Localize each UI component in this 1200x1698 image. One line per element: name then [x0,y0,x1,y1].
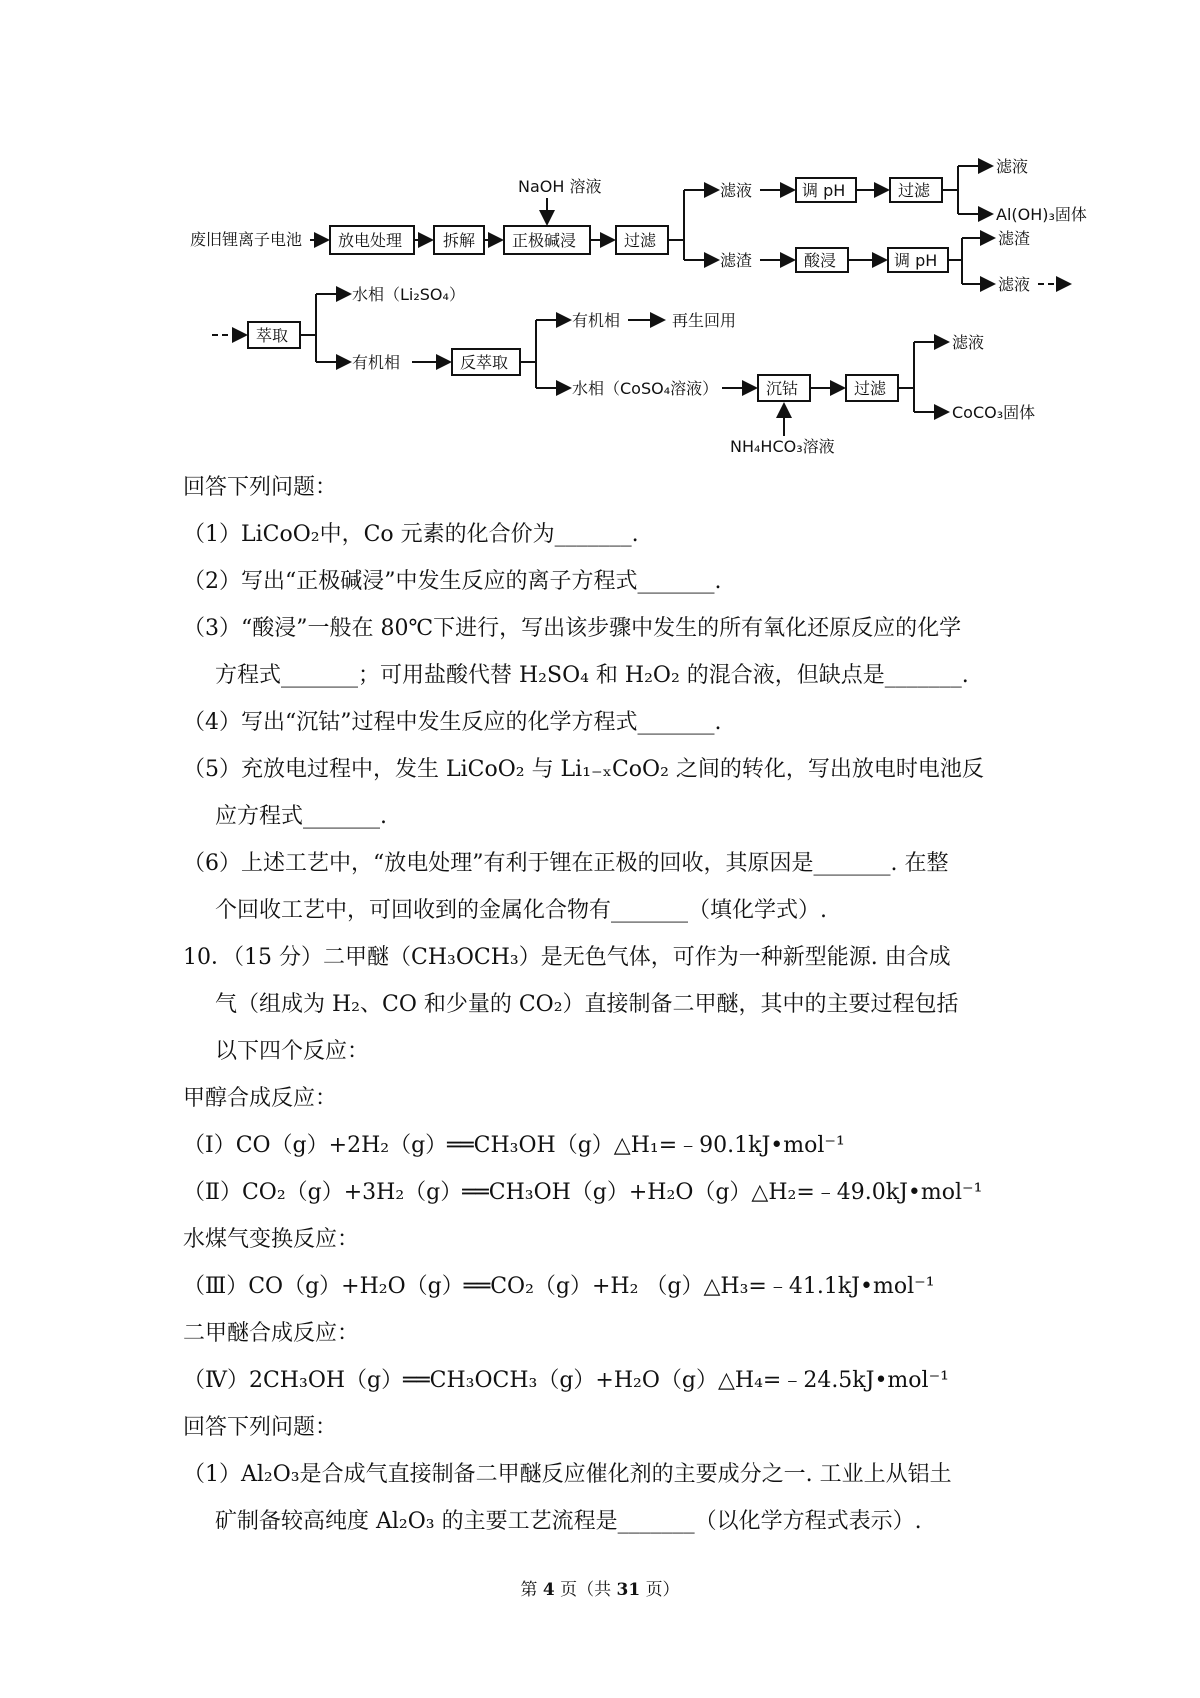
footer-mid: 页（共 [560,1580,612,1600]
flow-filtrate-1: 滤液 [720,181,753,200]
flow-box-discharge: 放电处理 [338,231,403,250]
flow-box-ph-1: 调 pH [802,181,846,200]
flow-box-ph-2: 调 pH [894,251,938,270]
problem-10-line-1: 10．（15 分）二甲醚（CH₃OCH₃）是无色气体，可作为一种新型能源. 由合成 [183,945,951,970]
question-4: （4）写出“沉钴”过程中发生反应的化学方程式_______. [183,710,722,735]
question-2: （2）写出“正极碱浸”中发生反应的离子方程式_______. [183,569,722,594]
flow-naoh-label: NaOH 溶液 [518,177,602,196]
question-6-line-2: 个回收工艺中，可回收到的金属化合物有_______（填化学式）. [215,898,827,923]
reaction-4: （Ⅳ）2CH₃OH（g）══CH₃OCH₃（g）+H₂O（g）△H₄=﹣24.5kJ•mol⁻¹ [183,1368,950,1393]
flow-start-label: 废旧锂离子电池 [190,230,303,249]
methanol-heading: 甲醇合成反应： [183,1086,338,1111]
flow-out-residue: 滤渣 [998,229,1031,248]
flow-org-phase-1: 有机相 [352,353,401,372]
flow-box-filter-2: 过滤 [898,181,931,200]
question-3-line-1: （3）“酸浸”一般在 80℃下进行，写出该步骤中发生的所有氧化还原反应的化学 [183,616,962,641]
flow-box-filter-3: 过滤 [854,379,887,398]
q10-1-line-2: 矿制备较高纯度 Al₂O₃ 的主要工艺流程是_______（以化学方程式表示）. [215,1509,922,1534]
page-footer [0,1575,1200,1600]
reaction-1: （Ⅰ）CO（g）+2H₂（g）══CH₃OH（g）△H₁=﹣90.1kJ•mol⁻¹ [183,1133,845,1158]
question-5-line-2: 应方程式_______. [215,804,387,829]
flow-box-alkali-leach: 正极碱浸 [512,231,577,250]
footer-page-number: 4 [542,1580,555,1600]
question-5-line-1: （5）充放电过程中，发生 LiCoO₂ 与 Li₁₋ₓCoO₂ 之间的转化，写出放电时电池反 [183,757,984,782]
answer-prompt-2: 回答下列问题： [183,1415,338,1440]
flow-aq-li2so4: 水相（Li₂SO₄） [352,285,465,304]
footer-total-pages: 31 [616,1580,641,1600]
footer-pre: 第 [520,1580,538,1600]
problem-10-line-2: 气（组成为 H₂、CO 和少量的 CO₂）直接制备二甲醚，其中的主要过程包括 [215,992,959,1017]
question-3-line-2: 方程式_______；可用盐酸代替 H₂SO₄ 和 H₂O₂ 的混合液，但缺点是_______. [215,663,969,688]
question-1: （1）LiCoO₂中，Co 元素的化合价为_______. [183,522,639,547]
flow-out-filtrate-3: 滤液 [952,333,985,352]
flow-residue-1: 滤渣 [720,251,753,270]
dme-heading: 二甲醚合成反应： [183,1321,360,1346]
flow-box-extract: 萃取 [256,326,289,345]
flow-out-filtrate-2: 滤液 [998,275,1031,294]
reaction-2: （Ⅱ）CO₂（g）+3H₂（g）══CH₃OH（g）+H₂O（g）△H₂=﹣49.0kJ•mol⁻¹ [183,1180,983,1205]
answer-prompt: 回答下列问题： [183,475,338,500]
flow-box-back-extract: 反萃取 [460,353,509,372]
flow-nh4hco3: NH₄HCO₃溶液 [730,437,835,456]
flow-org-phase-2: 有机相 [572,311,621,330]
question-6-line-1: （6）上述工艺中，“放电处理”有利于锂在正极的回收，其原因是_______. 在整 [183,851,949,876]
flow-reuse: 再生回用 [672,311,737,330]
reaction-3: （Ⅲ）CO（g）+H₂O（g）══CO₂（g）+H₂ （g）△H₃=﹣41.1kJ•mol⁻¹ [183,1274,935,1299]
flow-out-aloh3: Al(OH)₃固体 [996,205,1087,224]
problem-10-line-3: 以下四个反应： [215,1039,370,1064]
flow-box-filter-1: 过滤 [624,231,657,250]
flow-aq-coso4: 水相（CoSO₄溶液） [572,379,719,398]
flow-out-coco3: CoCO₃固体 [952,403,1036,422]
flow-box-acid-leach: 酸浸 [804,251,837,270]
flow-box-dismantle: 拆解 [443,231,476,250]
water-gas-heading: 水煤气变换反应： [183,1227,360,1252]
flow-out-filtrate: 滤液 [996,157,1029,176]
q10-1-line-1: （1）Al₂O₃是合成气直接制备二甲醚反应催化剂的主要成分之一. 工业上从铝土 [183,1462,952,1487]
flow-box-co-precip: 沉钴 [766,379,799,398]
footer-post: 页） [645,1580,680,1600]
process-flowchart [0,0,1200,460]
